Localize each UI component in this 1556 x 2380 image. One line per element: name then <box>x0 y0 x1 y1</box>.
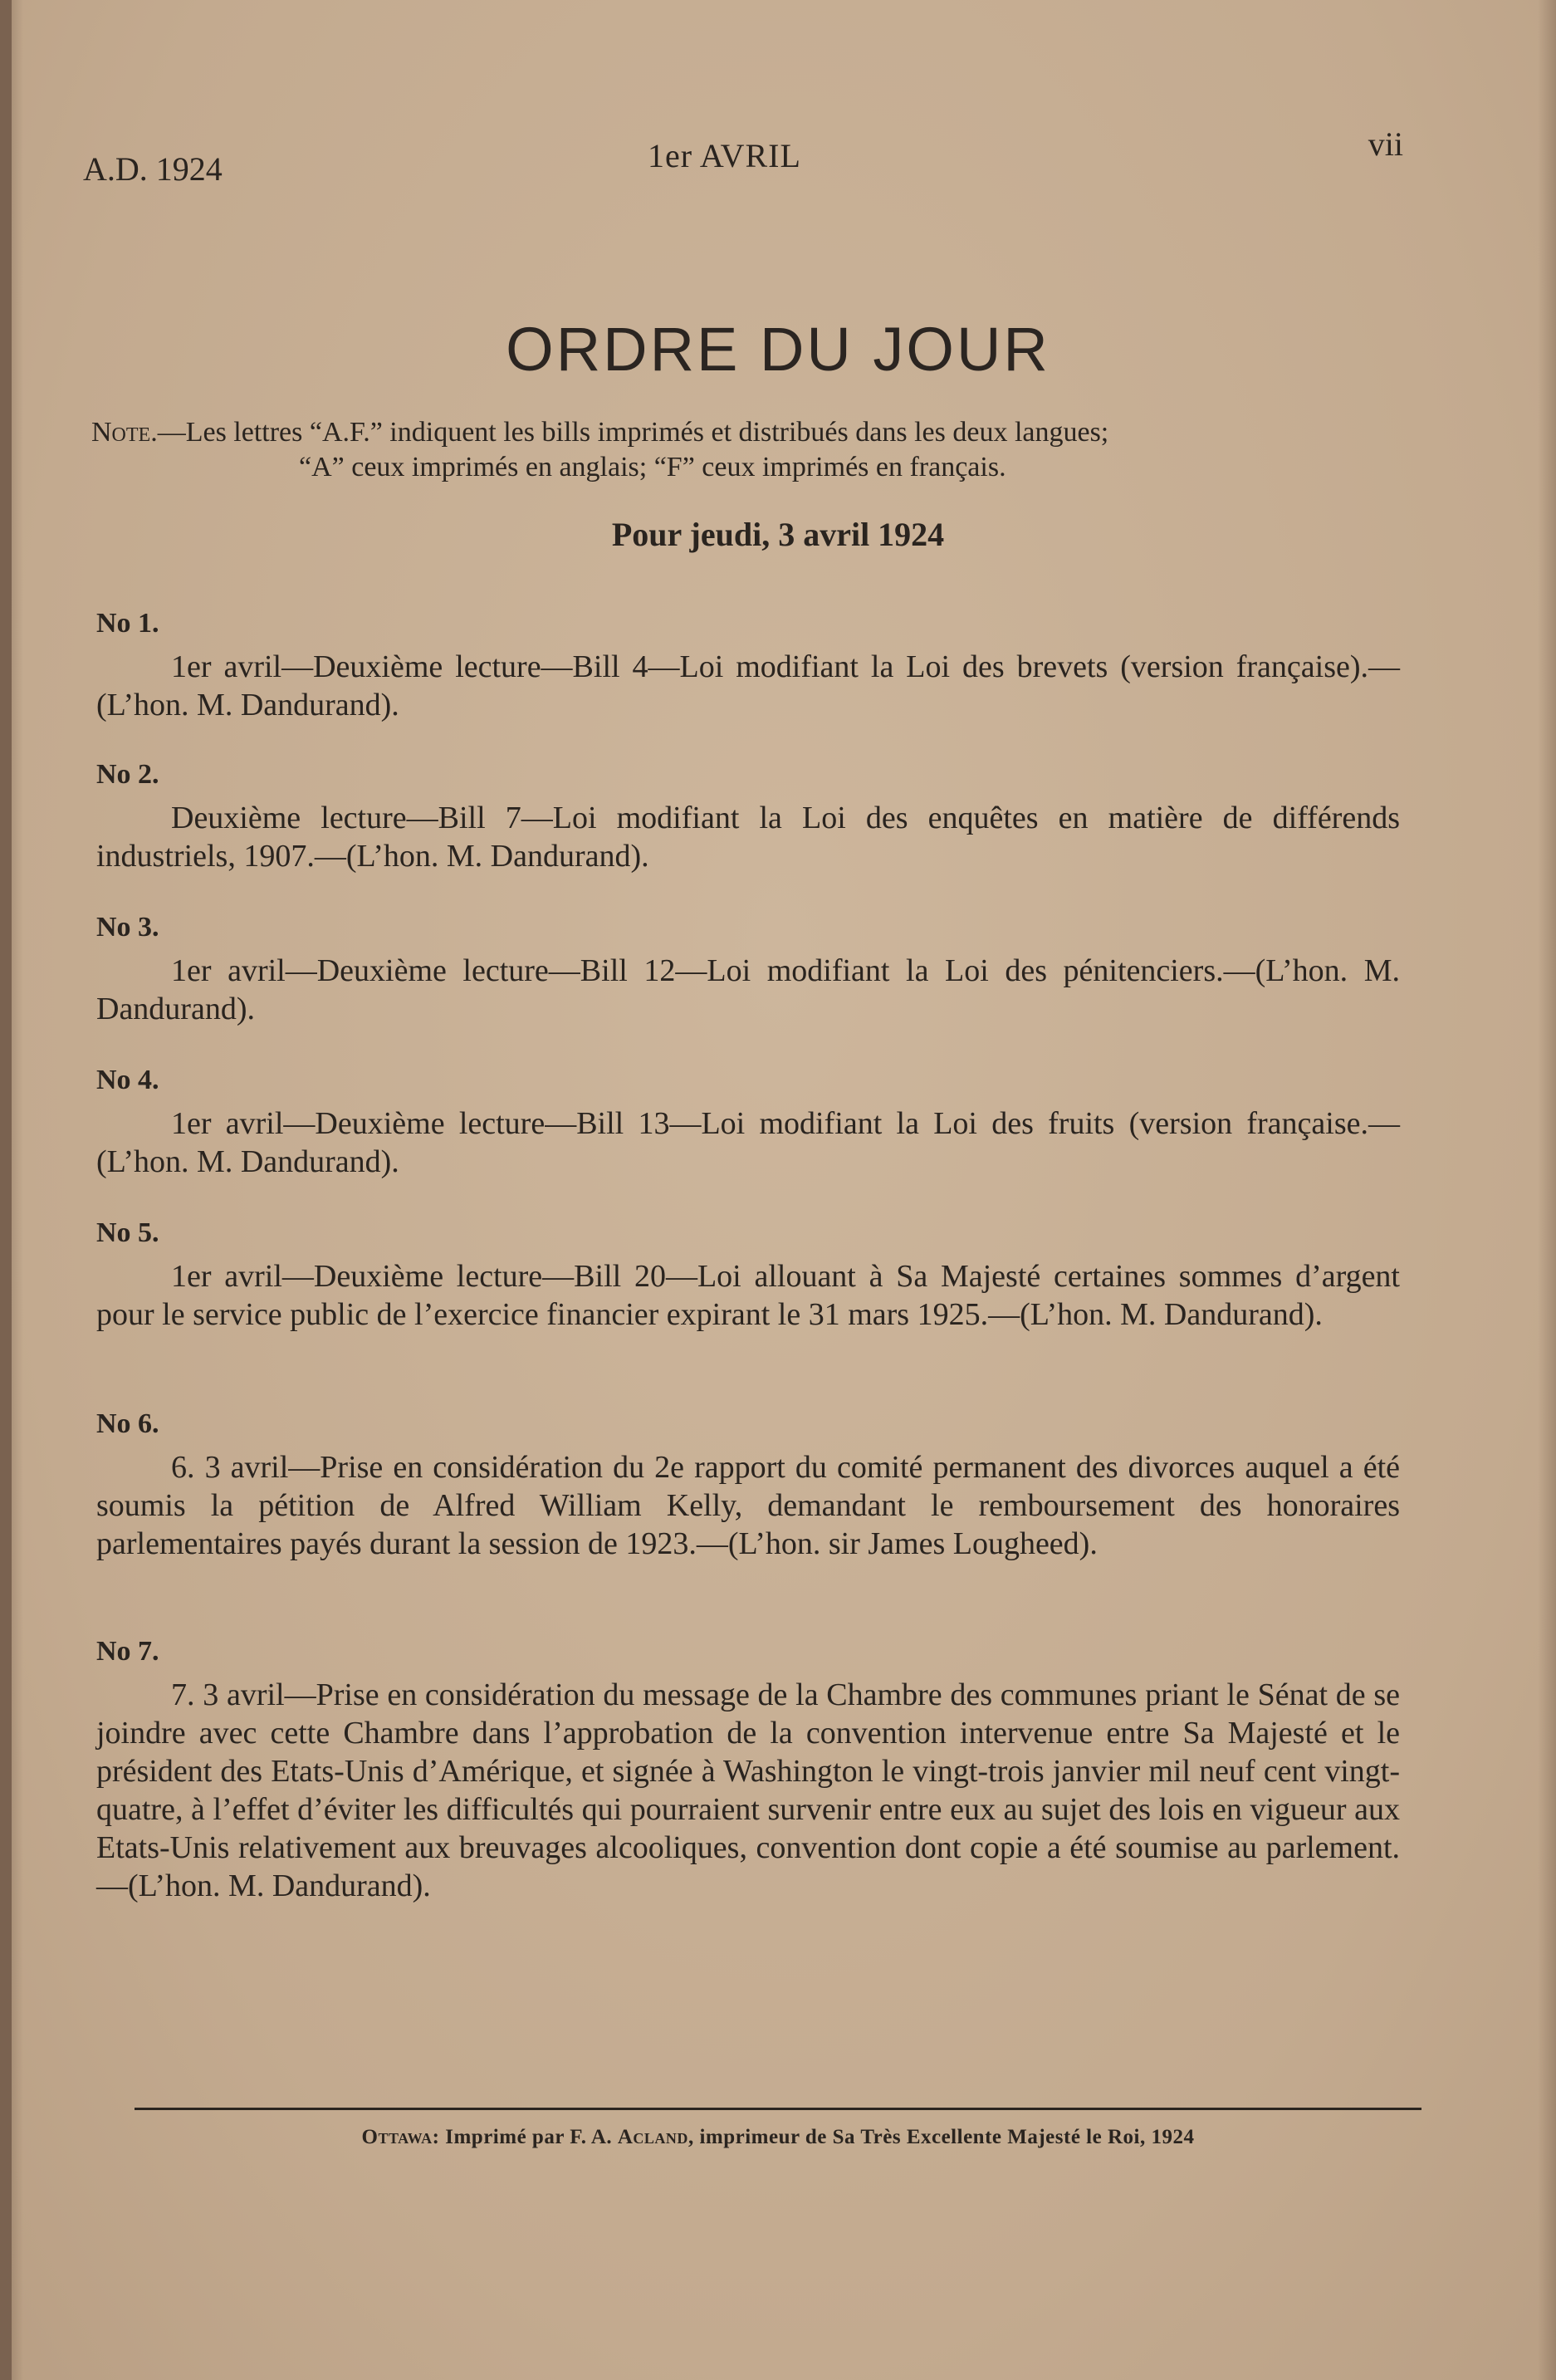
item-text: 1er avril—Deuxième lecture—Bill 4—Loi modifiant la Loi des brevets (version française).—(L’hon. M. Dandurand). <box>96 649 1400 722</box>
footer-rule <box>135 2108 1421 2110</box>
note-text-2: “A” ceux imprimés en anglais; “F” ceux imprimés en français. <box>299 452 1006 482</box>
order-item-2 <box>96 756 1400 875</box>
item-text: 1er avril—Deuxième lecture—Bill 13—Loi modifiant la Loi des fruits (version française.—(L’hon. M. Dandurand). <box>96 1106 1400 1179</box>
item-number: No 2. <box>96 759 159 790</box>
item-text: 7. 3 avril—Prise en considération du message de la Chambre des communes priant le Sénat de se joindre avec cette Chambre dans l’approbation de la convention intervenue entre Sa Majesté et le président des Etats-Unis d’Amérique, et signée à Washington le vingt-trois janvier mil neuf cent vingt-quatre, à l’effet d’éviter les difficultés qui pourraient survenir entre eux au sujet des lois en vigueur aux Etats-Unis relativement aux breuvages alcooliques, convention dont copie a été soumise au parlement.—(L’hon. M. Dandurand). <box>96 1677 1400 1903</box>
running-header <box>83 125 1403 188</box>
order-item-4 <box>96 1061 1400 1181</box>
imprint-text: : Imprimé par F. A. <box>432 2126 618 2148</box>
note-label: Note <box>91 417 151 448</box>
item-text: 1er avril—Deuxième lecture—Bill 20—Loi allouant à Sa Majesté certaines sommes d’argent pour le service public de l’exercice financier expirant le 31 mars 1925.—(L’hon. M. Dandurand). <box>96 1259 1400 1332</box>
order-item-3 <box>96 908 1400 1028</box>
order-item-6 <box>96 1405 1400 1563</box>
item-number: No 3. <box>96 912 159 943</box>
item-text: Deuxième lecture—Bill 7—Loi modifiant la Loi des enquêtes en matière de différends industriels, 1907.—(L’hon. M. Dandurand). <box>96 801 1400 874</box>
header-year: A.D. 1924 <box>83 150 223 188</box>
note-text-1: .—Les lettres “A.F.” indiquent les bills imprimés et distribués dans les deux langues; <box>150 417 1109 448</box>
order-item-7 <box>96 1633 1400 1905</box>
item-number: No 5. <box>96 1217 159 1248</box>
note-line-1 <box>91 415 1387 450</box>
header-date: 1er AVRIL <box>648 137 801 174</box>
date-subheading: Pour jeudi, 3 avril 1924 <box>611 516 945 553</box>
item-number: No 7. <box>96 1636 159 1667</box>
printer-imprint <box>0 2126 1556 2149</box>
note-paragraph <box>91 415 1387 485</box>
order-item-5 <box>96 1214 1400 1334</box>
imprint-place: Ottawa <box>361 2126 433 2148</box>
imprint-printer: Acland <box>617 2126 688 2148</box>
item-number: No 4. <box>96 1065 159 1095</box>
item-number: No 6. <box>96 1408 159 1439</box>
order-item-1 <box>96 605 1400 724</box>
page-title: ORDRE DU JOUR <box>506 315 1050 384</box>
item-text: 1er avril—Deuxième lecture—Bill 12—Loi modifiant la Loi des pénitenciers.—(L’hon. M. Dandurand). <box>96 953 1400 1026</box>
page-number: vii <box>1368 125 1403 163</box>
imprint-text-2: , imprimeur de Sa Très Excellente Majesté le Roi, 1924 <box>687 2126 1195 2148</box>
item-number: No 1. <box>96 608 159 639</box>
item-text: 6. 3 avril—Prise en considération du 2e rapport du comité permanent des divorces auquel a été soumis la pétition de Alfred William Kelly, demandant le remboursement des honoraires parlementaires payés durant la session de 1923.—(L’hon. sir James Lougheed). <box>96 1450 1400 1561</box>
